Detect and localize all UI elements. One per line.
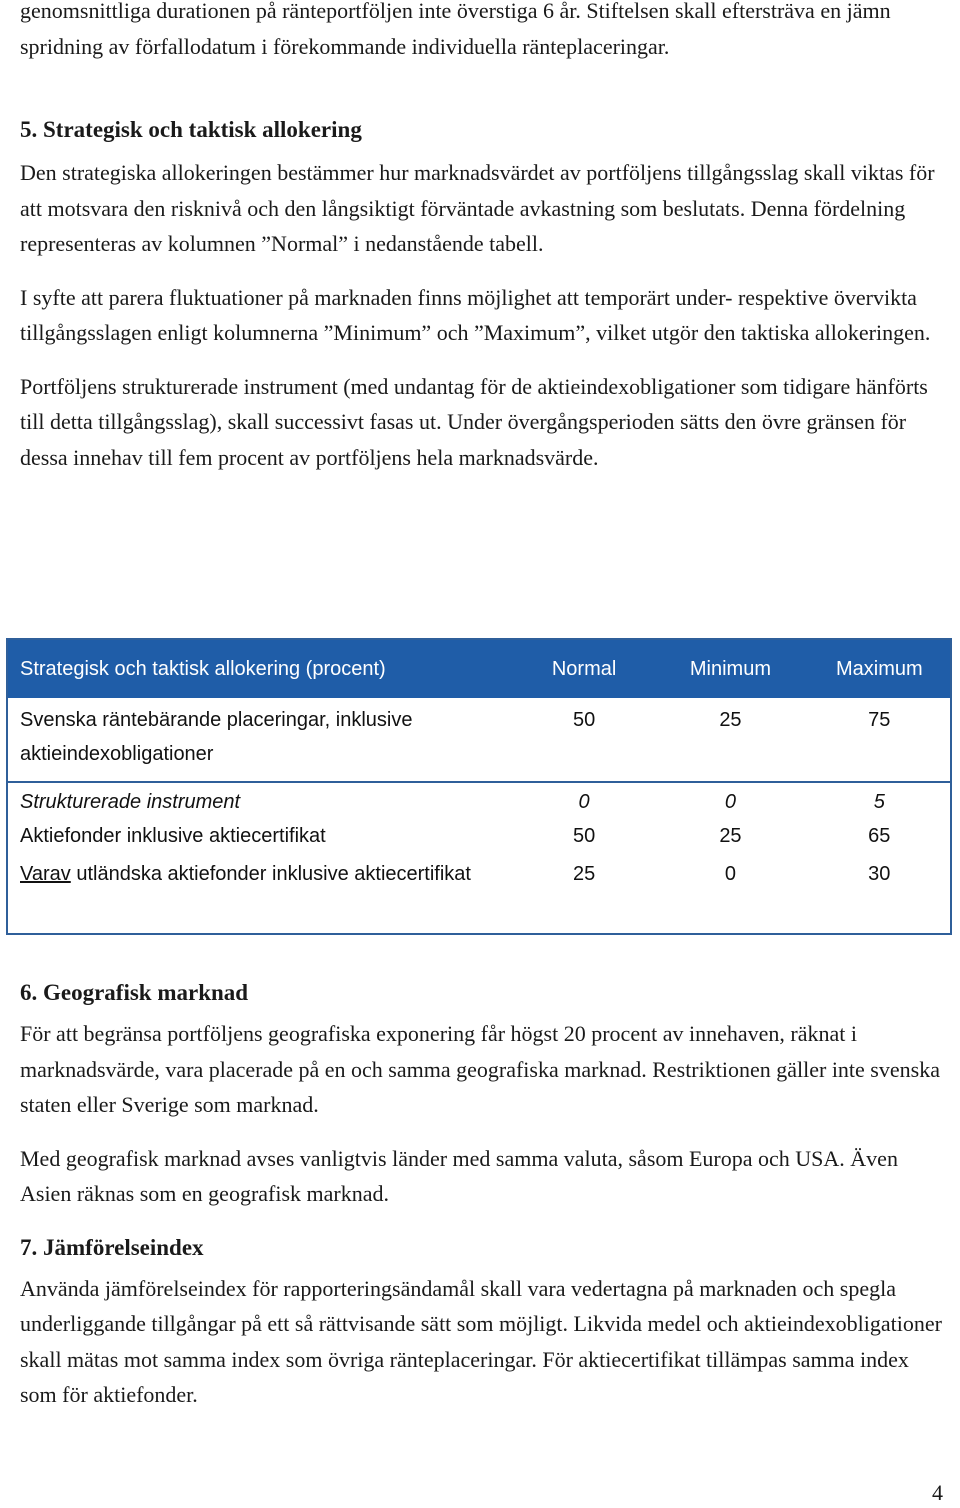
row-label: Aktiefonder inklusive aktiecertifikat (20, 825, 326, 847)
section-6-heading: 6. Geografisk marknad (20, 980, 249, 1005)
page-number: 4 (932, 1480, 943, 1505)
table-row (8, 783, 950, 819)
row-minimum: 0 (724, 791, 736, 813)
row-label-underlined: Varav (20, 863, 71, 885)
row-label: Strukturerade instrument (20, 791, 241, 813)
table-row (8, 857, 950, 933)
document-page-lower (20, 965, 945, 1431)
header-maximum: Maximum (835, 657, 923, 680)
row-maximum: 5 (873, 791, 885, 813)
row-minimum: 25 (719, 709, 742, 731)
header-minimum: Minimum (689, 657, 771, 680)
section-5-paragraph-1: Den strategiska allokeringen bestämmer hur marknadsvärdet av portföljens tillgångsslag skall viktas för att motsvara den risknivå och den långsiktigt förväntade avkastning som beslutats. Denna fördelning representeras av kolumnen ”Normal” i nedanstående tabell. (20, 160, 935, 256)
row-normal: 25 (572, 863, 596, 885)
table-row (8, 819, 950, 857)
section-7-heading: 7. Jämförelseindex (20, 1234, 204, 1260)
section-7-paragraph-1: Använda jämförelseindex för rapporteringsändamål skall vara vedertagna på marknaden och spegla underliggande tillgångar på ett så rättvisande sätt som möjligt. Likvida medel och aktieindexobligationer skall mätas mot samma index som övriga ränteplaceringar. För aktiecertifikat tillämpas samma index som för aktiefonder. (20, 1275, 942, 1407)
header-category: Strategisk och taktisk allokering (procent) (20, 657, 386, 680)
section-6-paragraph-2: Med geografisk marknad avses vanligtvis länder med samma valuta, såsom Europa och USA. Även Asien räknas som en geografisk marknad. (20, 1145, 898, 1206)
row-maximum: 65 (868, 825, 891, 847)
row-minimum: 0 (724, 863, 736, 885)
row-normal: 0 (578, 791, 590, 813)
section-6-paragraph-1: För att begränsa portföljens geografiska exponering får högst 20 procent av innehaven, räknat i marknadsvärde, vara placerade på en och samma geografiska marknad. Restriktionen gäller inte svenska staten eller Sverige som marknad. (20, 1021, 940, 1117)
section-5-heading: 5. Strategisk och taktisk allokering (20, 117, 362, 142)
intro-paragraph: genomsnittliga durationen på ränteportföljen inte överstiga 6 år. Stiftelsen skall eftersträva en jämn spridning av förfallodatum i förekommande individuella ränteplaceringar. (20, 0, 891, 59)
table-header-row (8, 640, 950, 698)
allocation-table (6, 638, 952, 935)
row-normal: 50 (572, 709, 596, 731)
table-row (8, 700, 950, 783)
row-minimum: 25 (719, 825, 742, 847)
section-5-paragraph-3: Portföljens strukturerade instrument (med undantag för de aktieindexobligationer som tidigare hänförts till detta tillgångsslag), skall successivt fasas ut. Under övergångsperioden sätts den övre gränsen för dessa innehav till fem procent av portföljens hela marknadsvärde. (20, 373, 928, 470)
section-5-paragraph-2: I syfte att parera fluktuationer på marknaden finns möjlighet att temporärt under- respektive övervikta tillgångsslagen enligt kolumnerna ”Minimum” och ”Maximum”, vilket utgör den taktiska allokeringen. (20, 284, 931, 345)
row-maximum: 30 (868, 863, 891, 885)
document-page (20, 0, 945, 493)
header-normal: Normal (551, 657, 617, 680)
row-label (8, 857, 516, 891)
row-label: Svenska räntebärande placeringar, inklusive aktieindexobligationer (20, 709, 413, 765)
row-normal: 50 (572, 825, 596, 847)
row-maximum: 75 (868, 709, 891, 731)
row-label-rest: utländska aktiefonder inklusive aktiecertifikat (70, 863, 471, 885)
